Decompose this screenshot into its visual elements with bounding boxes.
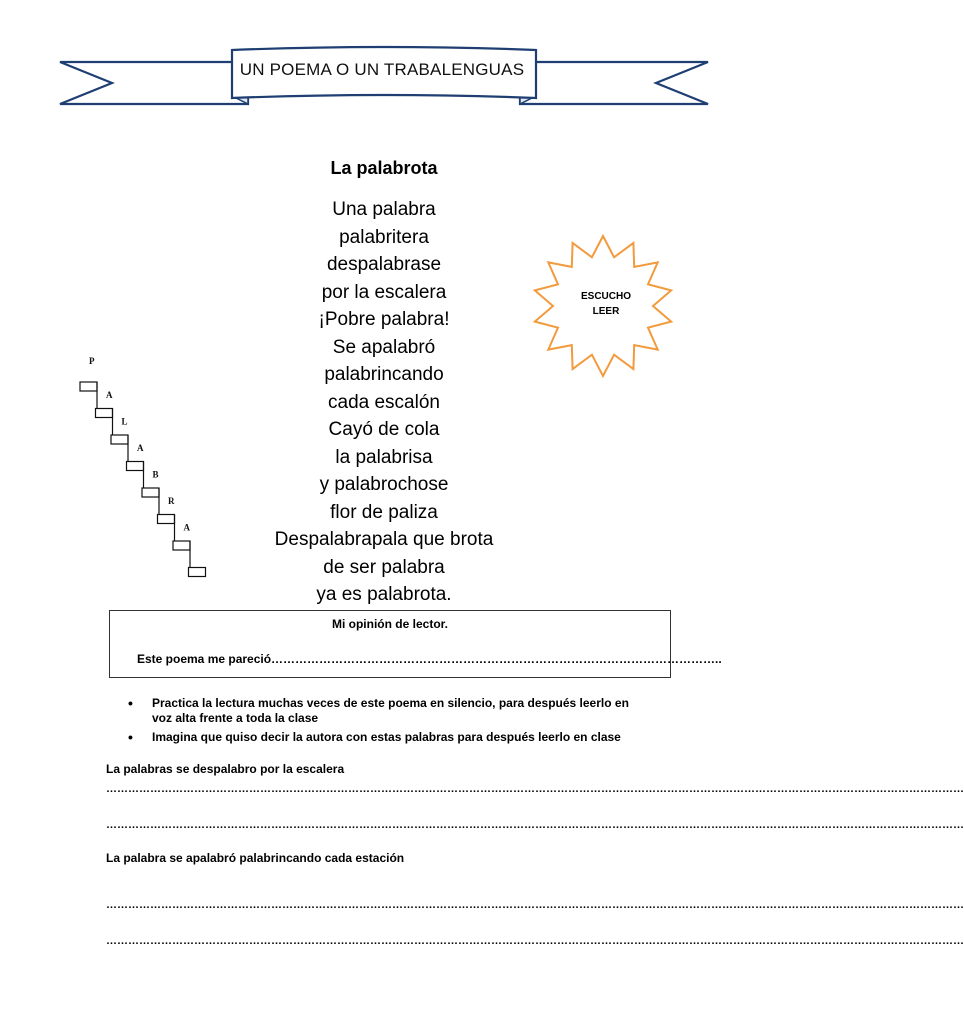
instructions-list	[128, 696, 648, 749]
poem-line: cada escalón	[328, 391, 440, 413]
stair-letter: P	[89, 356, 95, 366]
question-label: La palabra se apalabró palabrincando cada estación	[106, 851, 405, 865]
stair-letter: A	[137, 443, 144, 453]
answer-line[interactable]: ………………………………………………………………………………………………………………………………………………………………………………………………………………	[106, 935, 964, 947]
stair-step	[80, 382, 97, 391]
answer-line[interactable]: ………………………………………………………………………………………………………………………………………………………………………………………………………………	[106, 783, 964, 795]
poem-line: palabritera	[339, 226, 429, 248]
poem-title: La palabrota	[330, 158, 438, 178]
star-badge-label	[566, 289, 646, 319]
poem-line: palabrincando	[324, 364, 444, 385]
stair-letter: A	[106, 390, 113, 400]
question-label: La palabras se despalabro por la escalera	[106, 762, 345, 776]
instruction-item: • Practica la lectura muchas veces de este poema en silencio, para después leerlo en voz alta frente a toda la clase	[128, 696, 648, 726]
answer-line[interactable]: ………………………………………………………………………………………………………………………………………………………………………………………………………………	[106, 899, 964, 911]
star-badge-line: LEER	[592, 306, 620, 317]
stair-letter: A	[183, 522, 190, 533]
poem-line: y palabrochose	[319, 474, 449, 495]
stair-letter: L	[121, 416, 128, 427]
poem-line: Cayó de cola	[328, 419, 440, 440]
star-badge-line: ESCUCHO	[580, 291, 631, 302]
stair-step	[158, 515, 175, 524]
poem-body	[250, 196, 518, 609]
stair-step	[96, 409, 113, 418]
poem-line: Una palabra	[332, 199, 436, 220]
poem-line: despalabrase	[326, 254, 442, 275]
stair-step	[142, 488, 159, 497]
poem-line: de ser palabra	[323, 556, 445, 578]
staircase-letters-illustration	[70, 340, 220, 580]
stair-step	[189, 568, 206, 577]
stair-step	[111, 435, 128, 444]
stair-letter: B	[152, 469, 159, 480]
instruction-item: • Imagina que quiso decir la autora con estas palabras para después leerlo en clase	[128, 730, 648, 745]
poem-line: por la escalera	[321, 281, 447, 303]
poem-line: flor de paliza	[330, 501, 438, 523]
reader-opinion-title: Mi opinión de lector.	[331, 617, 448, 631]
poem-line: la palabrisa	[335, 446, 433, 468]
reader-opinion-prompt[interactable]: Este poema me pareció…………………………………………………………………………………………………..	[137, 652, 722, 666]
stair-step	[173, 541, 190, 550]
stair-step	[127, 462, 144, 471]
worksheet-title: UN POEMA O UN TRABALENGUAS	[239, 60, 525, 79]
stair-letter: R	[168, 496, 175, 506]
poem-line: ¡Pobre palabra!	[318, 309, 450, 330]
answer-line[interactable]: ………………………………………………………………………………………………………………………………………………………………………………………………………………	[106, 819, 964, 831]
poem-line: Se apalabró	[332, 336, 436, 358]
poem-line: Despalabrapala que brota	[274, 529, 494, 550]
poem-line: ya es palabrota.	[316, 584, 452, 605]
